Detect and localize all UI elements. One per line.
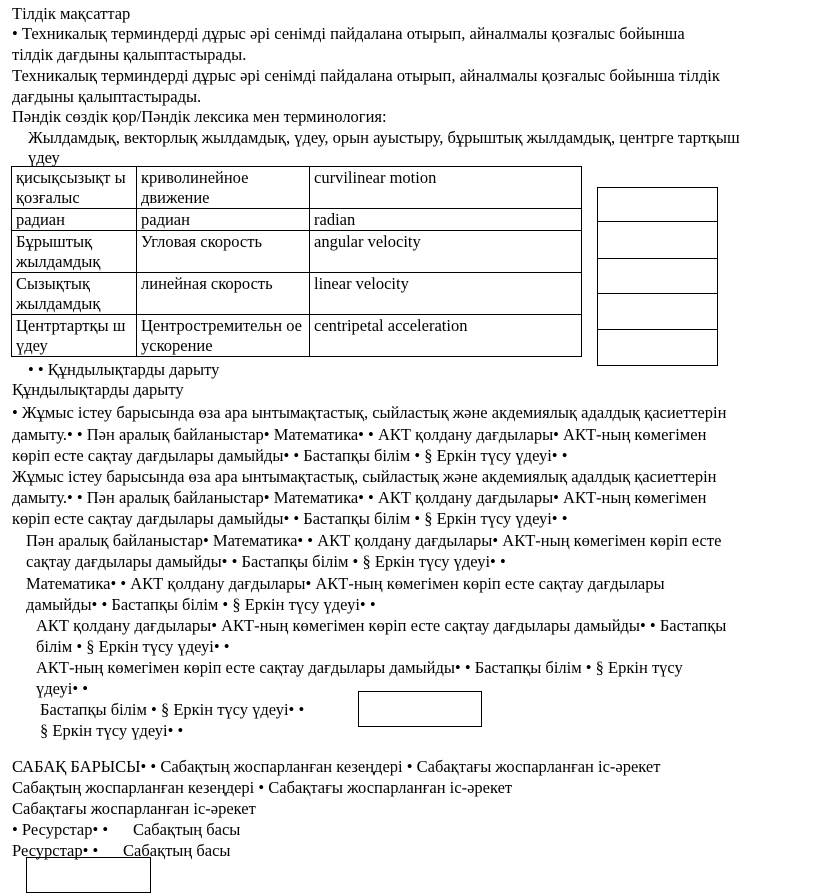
side-box [597, 330, 718, 366]
section-title-vocabulary: Пәндік сөздік қор/Пәндік лексика мен терминология: [12, 107, 387, 126]
text-line: Техникалық терминдерді дұрыс әрі сенімді пайдалана отырып, айналмалы қозғалыс бойынша тілдік [12, 66, 720, 85]
text-line: • Ресурстар• • Сабақтың басы [12, 820, 241, 839]
table-cell: Сызықтық жылдамдық [12, 273, 137, 315]
text-line: білім • § Еркін түсу үдеуі• • [36, 637, 230, 656]
side-box [597, 222, 718, 259]
table-cell: curvilinear motion [310, 167, 582, 209]
section-title-values: Құндылықтарды дарыту [12, 380, 184, 399]
side-box [597, 187, 718, 222]
text-line: дамыйды• • Бастапқы білім • § Еркін түсу үдеуі• • [26, 595, 376, 614]
text-line: сақтау дағдылары дамыйды• • Бастапқы білім • § Еркін түсу үдеуі• • [26, 552, 506, 571]
table-row [12, 231, 582, 273]
text-line: тілдік дағдыны қалыптастырады. [12, 45, 247, 64]
table-row [12, 167, 582, 209]
text-line: Пән аралық байланыстар• Математика• • АКТ қолдану дағдылары• АКТ-ның көмегімен көріп есте [26, 531, 722, 550]
vocabulary-table [11, 166, 582, 357]
text-line: үдеуі• • [36, 679, 89, 698]
text-line: дағдыны қалыптастырады. [12, 87, 202, 106]
section-title-lesson-progress: САБАҚ БАРЫСЫ• • Сабақтың жоспарланған кезеңдері • Сабақтағы жоспарланған іс-әрекет [12, 757, 661, 776]
table-row [12, 209, 582, 231]
table-cell: centripetal acceleration [310, 315, 582, 357]
text-line: Жұмыс істеу барысында өза ара ынтымақтастық, сыйластық және акдемиялық адалдық қасиеттерін [12, 467, 717, 486]
table-cell: Центртартқы ш үдеу [12, 315, 137, 357]
side-box [597, 294, 718, 330]
text-line: үдеу [28, 148, 60, 167]
text-line: • Техникалық терминдерді дұрыс әрі сенімді пайдалана отырып, айналмалы қозғалыс бойынша [12, 24, 685, 43]
text-line: Бастапқы білім • § Еркін түсу үдеуі• • [40, 700, 305, 719]
text-line: АКТ қолдану дағдылары• АКТ-ның көмегімен көріп есте сақтау дағдылары дамыйды• • Бастапқы [36, 616, 727, 635]
text-line: көріп есте сақтау дағдылары дамыйды• • Бастапқы білім • § Еркін түсу үдеуі• • [12, 509, 568, 528]
text-line: АКТ-ның көмегімен көріп есте сақтау дағдылары дамыйды• • Бастапқы білім • § Еркін түсу [36, 658, 683, 677]
empty-box [26, 857, 151, 893]
table-cell: Центростремительн ое ускорение [137, 315, 310, 357]
table-cell: angular velocity [310, 231, 582, 273]
table-cell: linear velocity [310, 273, 582, 315]
text-line: Сабақтың жоспарланған кезеңдері • Сабақтағы жоспарланған іс-әрекет [12, 778, 513, 797]
text-line: дамыту.• • Пән аралық байланыстар• Математика• • АКТ қолдану дағдылары• АКТ-ның көмегімен [12, 425, 707, 444]
table-cell: қисықсызықт ы қозғалыс [12, 167, 137, 209]
side-box [597, 259, 718, 294]
table-cell: криволинейное движение [137, 167, 310, 209]
table-cell: радиан [137, 209, 310, 231]
text-line: Ресурстар• • Сабақтың басы [12, 841, 231, 860]
text-line: Жылдамдық, векторлық жылдамдық, үдеу, орын ауыстыру, бұрыштық жылдамдық, центрге тартқыш [28, 128, 740, 147]
text-line: көріп есте сақтау дағдылары дамыйды• • Бастапқы білім • § Еркін түсу үдеуі• • [12, 446, 568, 465]
table-cell: Бұрыштық жылдамдық [12, 231, 137, 273]
text-line: • • Құндылықтарды дарыту [28, 360, 220, 379]
text-line: дамыту.• • Пән аралық байланыстар• Математика• • АКТ қолдану дағдылары• АКТ-ның көмегімен [12, 488, 707, 507]
table-cell: радиан [12, 209, 137, 231]
section-title-language-goals: Тілдік мақсаттар [12, 4, 131, 23]
text-line: § Еркін түсу үдеуі• • [40, 721, 184, 740]
text-line: Математика• • АКТ қолдану дағдылары• АКТ-ның көмегімен көріп есте сақтау дағдылары [26, 574, 665, 593]
table-row [12, 273, 582, 315]
table-cell: Угловая скорость [137, 231, 310, 273]
text-line: • Жұмыс істеу барысында өза ара ынтымақтастық, сыйластық және акдемиялық адалдық қасиеттерін [12, 403, 727, 422]
text-line: Сабақтағы жоспарланған іс-әрекет [12, 799, 256, 818]
table-cell: radian [310, 209, 582, 231]
table-row [12, 315, 582, 357]
table-cell: линейная скорость [137, 273, 310, 315]
empty-box [358, 691, 482, 727]
